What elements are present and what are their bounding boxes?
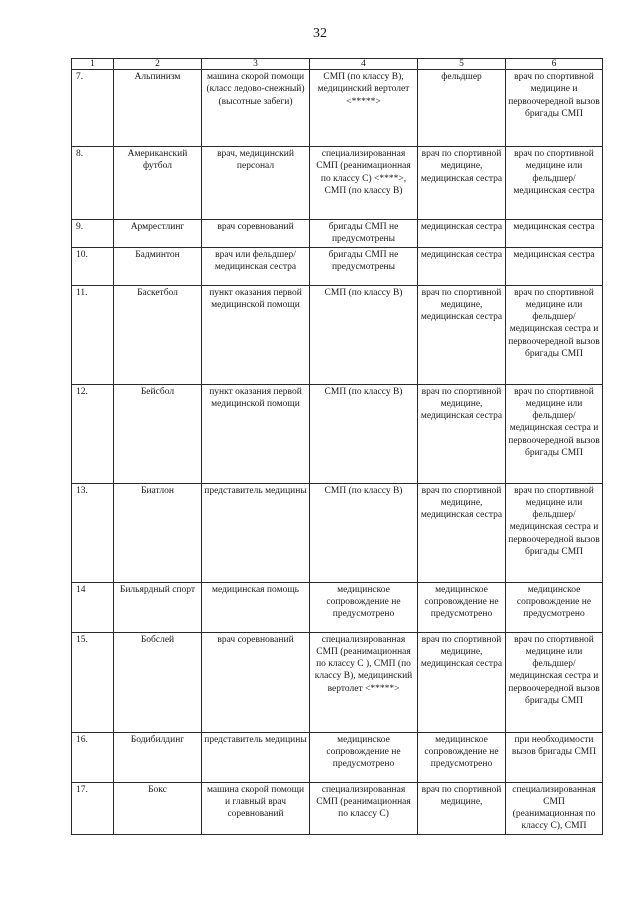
alternative-cell: врач по спортивной медицине или фельдшер/медицинская сестра и первоочередной вызов бригады СМП	[506, 632, 603, 732]
sport-name: Бобслей	[114, 632, 202, 732]
sport-name: Бодибилдинг	[114, 732, 202, 782]
medical-staff-cell: медицинское сопровождение не предусмотрено	[418, 582, 506, 632]
smp-cell: СМП (по классу В)	[310, 285, 418, 384]
medical-staff-cell: медицинская сестра	[418, 247, 506, 285]
table-row	[72, 582, 603, 632]
sport-name: Американский футбол	[114, 147, 202, 220]
alternative-cell: специализированная СМП (реанимационная по классу С), СМП	[506, 782, 603, 834]
column-number: 5	[418, 59, 506, 70]
alternative-cell: медицинская сестра	[506, 247, 603, 285]
sport-name: Баскетбол	[114, 285, 202, 384]
sport-name: Бокс	[114, 782, 202, 834]
table-row	[72, 483, 603, 582]
medical-support-table	[71, 58, 603, 835]
medical-staff-cell: врач по спортивной медицине, медицинская сестра	[418, 285, 506, 384]
smp-cell: СМП (по классу В)	[310, 384, 418, 483]
smp-cell: СМП (по классу В), медицинский вертолет <*****>	[310, 70, 418, 147]
medical-staff-cell: врач по спортивной медицине, медицинская сестра	[418, 632, 506, 732]
column-number-row	[72, 59, 603, 70]
medical-staff-cell: врач по спортивной медицине,	[418, 782, 506, 834]
medical-support-cell: врач или фельдшер/медицинская сестра	[202, 247, 310, 285]
smp-cell: медицинское сопровождение не предусмотрено	[310, 582, 418, 632]
alternative-cell: врач по спортивной медицине или фельдшер/медицинская сестра	[506, 147, 603, 220]
medical-support-cell: пункт оказания первой медицинской помощи	[202, 384, 310, 483]
smp-cell: специализированная СМП (реанимационная по классу С) <****>, СМП (по классу В)	[310, 147, 418, 220]
row-number: 9.	[72, 220, 114, 248]
medical-staff-cell: медицинское сопровождение не предусмотрено	[418, 732, 506, 782]
sport-name: Альпинизм	[114, 70, 202, 147]
medical-staff-cell: врач по спортивной медицине, медицинская сестра	[418, 384, 506, 483]
column-number: 4	[310, 59, 418, 70]
alternative-cell: врач по спортивной медицине или фельдшер/медицинская сестра и первоочередной вызов бригады СМП	[506, 483, 603, 582]
medical-support-cell: машина скорой помощи (класс ледово-снежный) (высотные забеги)	[202, 70, 310, 147]
medical-support-cell: врач соревнований	[202, 632, 310, 732]
column-number: 1	[72, 59, 114, 70]
table-row	[72, 732, 603, 782]
medical-support-cell: медицинская помощь	[202, 582, 310, 632]
table-row	[72, 220, 603, 248]
row-number: 15.	[72, 632, 114, 732]
medical-support-cell: врач, медицинский персонал	[202, 147, 310, 220]
smp-cell: бригады СМП не предусмотрены	[310, 220, 418, 248]
sport-name: Армрестлинг	[114, 220, 202, 248]
table-row	[72, 247, 603, 285]
alternative-cell: врач по спортивной медицине или фельдшер/медицинская сестра и первоочередной вызов бригады СМП	[506, 285, 603, 384]
row-number: 10.	[72, 247, 114, 285]
column-number: 2	[114, 59, 202, 70]
table-row	[72, 147, 603, 220]
row-number: 16.	[72, 732, 114, 782]
smp-cell: специализированная СМП (реанимационная по классу С ), СМП (по классу В), медицинский вертолет <*****>	[310, 632, 418, 732]
row-number: 13.	[72, 483, 114, 582]
medical-support-cell: представитель медицины	[202, 483, 310, 582]
medical-staff-cell: врач по спортивной медицине, медицинская сестра	[418, 147, 506, 220]
table-row	[72, 285, 603, 384]
smp-cell: СМП (по классу В)	[310, 483, 418, 582]
medical-support-cell: пункт оказания первой медицинской помощи	[202, 285, 310, 384]
alternative-cell: врач по спортивной медицине или фельдшер/медицинская сестра и первоочередной вызов бригады СМП	[506, 384, 603, 483]
row-number: 11.	[72, 285, 114, 384]
table-row	[72, 70, 603, 147]
alternative-cell: медицинское сопровождение не предусмотрено	[506, 582, 603, 632]
table-row	[72, 782, 603, 834]
column-number: 3	[202, 59, 310, 70]
medical-support-cell: представитель медицины	[202, 732, 310, 782]
table-row	[72, 384, 603, 483]
column-number: 6	[506, 59, 603, 70]
row-number: 17.	[72, 782, 114, 834]
medical-support-cell: врач соревнований	[202, 220, 310, 248]
medical-staff-cell: фельдшер	[418, 70, 506, 147]
sport-name: Бейсбол	[114, 384, 202, 483]
smp-cell: бригады СМП не предусмотрены	[310, 247, 418, 285]
medical-staff-cell: врач по спортивной медицине, медицинская сестра	[418, 483, 506, 582]
sport-name: Бадминтон	[114, 247, 202, 285]
smp-cell: специализированная СМП (реанимационная по классу С)	[310, 782, 418, 834]
row-number: 12.	[72, 384, 114, 483]
row-number: 7.	[72, 70, 114, 147]
medical-support-cell: машина скорой помощи и главный врач соревнований	[202, 782, 310, 834]
smp-cell: медицинское сопровождение не предусмотрено	[310, 732, 418, 782]
alternative-cell: медицинская сестра	[506, 220, 603, 248]
row-number: 8.	[72, 147, 114, 220]
alternative-cell: врач по спортивной медицине и первоочередной вызов бригады СМП	[506, 70, 603, 147]
table-row	[72, 632, 603, 732]
sport-name: Биатлон	[114, 483, 202, 582]
medical-staff-cell: медицинская сестра	[418, 220, 506, 248]
sport-name: Бильярдный спорт	[114, 582, 202, 632]
row-number: 14	[72, 582, 114, 632]
page-number: 32	[313, 26, 327, 41]
alternative-cell: при необходимости вызов бригады СМП	[506, 732, 603, 782]
